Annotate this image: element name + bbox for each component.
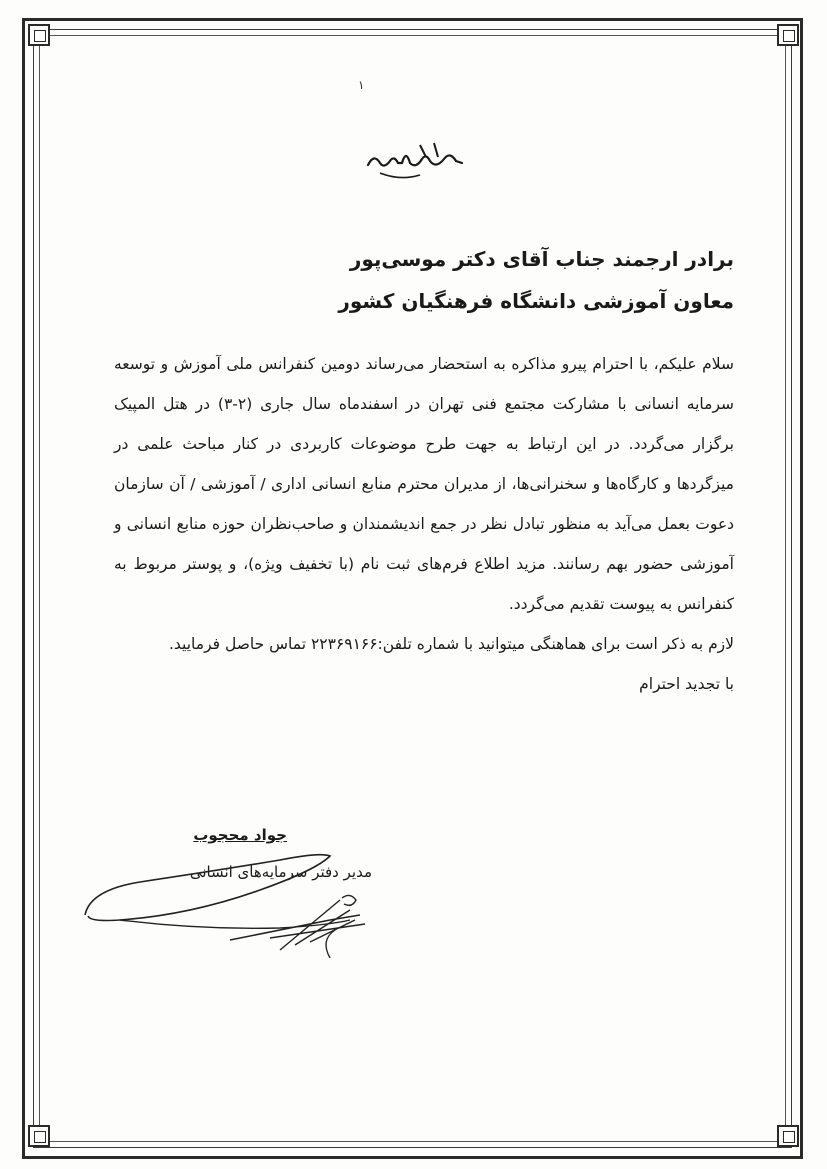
body-paragraph-1: سلام علیکم، با احترام پیرو مذاکره به استحضار می‌رساند دومین کنفرانس ملی آموزش و توسعه سرمایه انسانی با مشارکت مجتمع فنی تهران در اسفندماه سال جاری (۲-۳) در هتل المپیک برگزار می‌گردد. در این ارتباط به جهت طرح موضوعات کاربردی در کنار مباحث علمی در میزگردها و کارگاه‌ها و سخنرانی‌ها، از مدیران محترم منابع انسانی اداری / آموزشی / آن سازمان دعوت بعمل می‌آید به منظور تبادل نظر در جمع اندیشمندان و صاحب‌نظران حوزه منابع انسانی و آموزشی حضور بهم رسانند. مزید اطلاع فرم‌های ثبت نام (با تخفیف ویژه)، و پوستر مربوط به کنفرانس به پیوست تقدیم می‌گردد. [114, 355, 734, 613]
corner-ornament-top-left [28, 24, 50, 46]
corner-ornament-bottom-left [28, 1125, 50, 1147]
recipient-line-1: برادر ارجمند جناب آقای دکتر موسی‌پور [349, 247, 734, 271]
page-marker: ۱ [358, 78, 365, 92]
recipient-line-2: معاون آموزشی دانشگاه فرهنگیان کشور [338, 289, 734, 313]
body-paragraph-2: لازم به ذکر است برای هماهنگی میتوانید با شماره تلفن:۲۲۳۶۹۱۶۶ تماس حاصل فرمایید. [168, 635, 734, 653]
handwritten-signature [80, 820, 400, 970]
closing-line: با تجدید احترام [639, 675, 734, 693]
recipient-block [174, 238, 734, 322]
signer-name: جواد محجوب [193, 826, 287, 844]
corner-ornament-bottom-right [777, 1125, 799, 1147]
signer-title: مدیر دفتر سرمایه‌های انسانی [189, 863, 372, 881]
letter-body [114, 344, 734, 704]
invocation-calligraphy [360, 135, 470, 185]
corner-ornament-top-right [777, 24, 799, 46]
